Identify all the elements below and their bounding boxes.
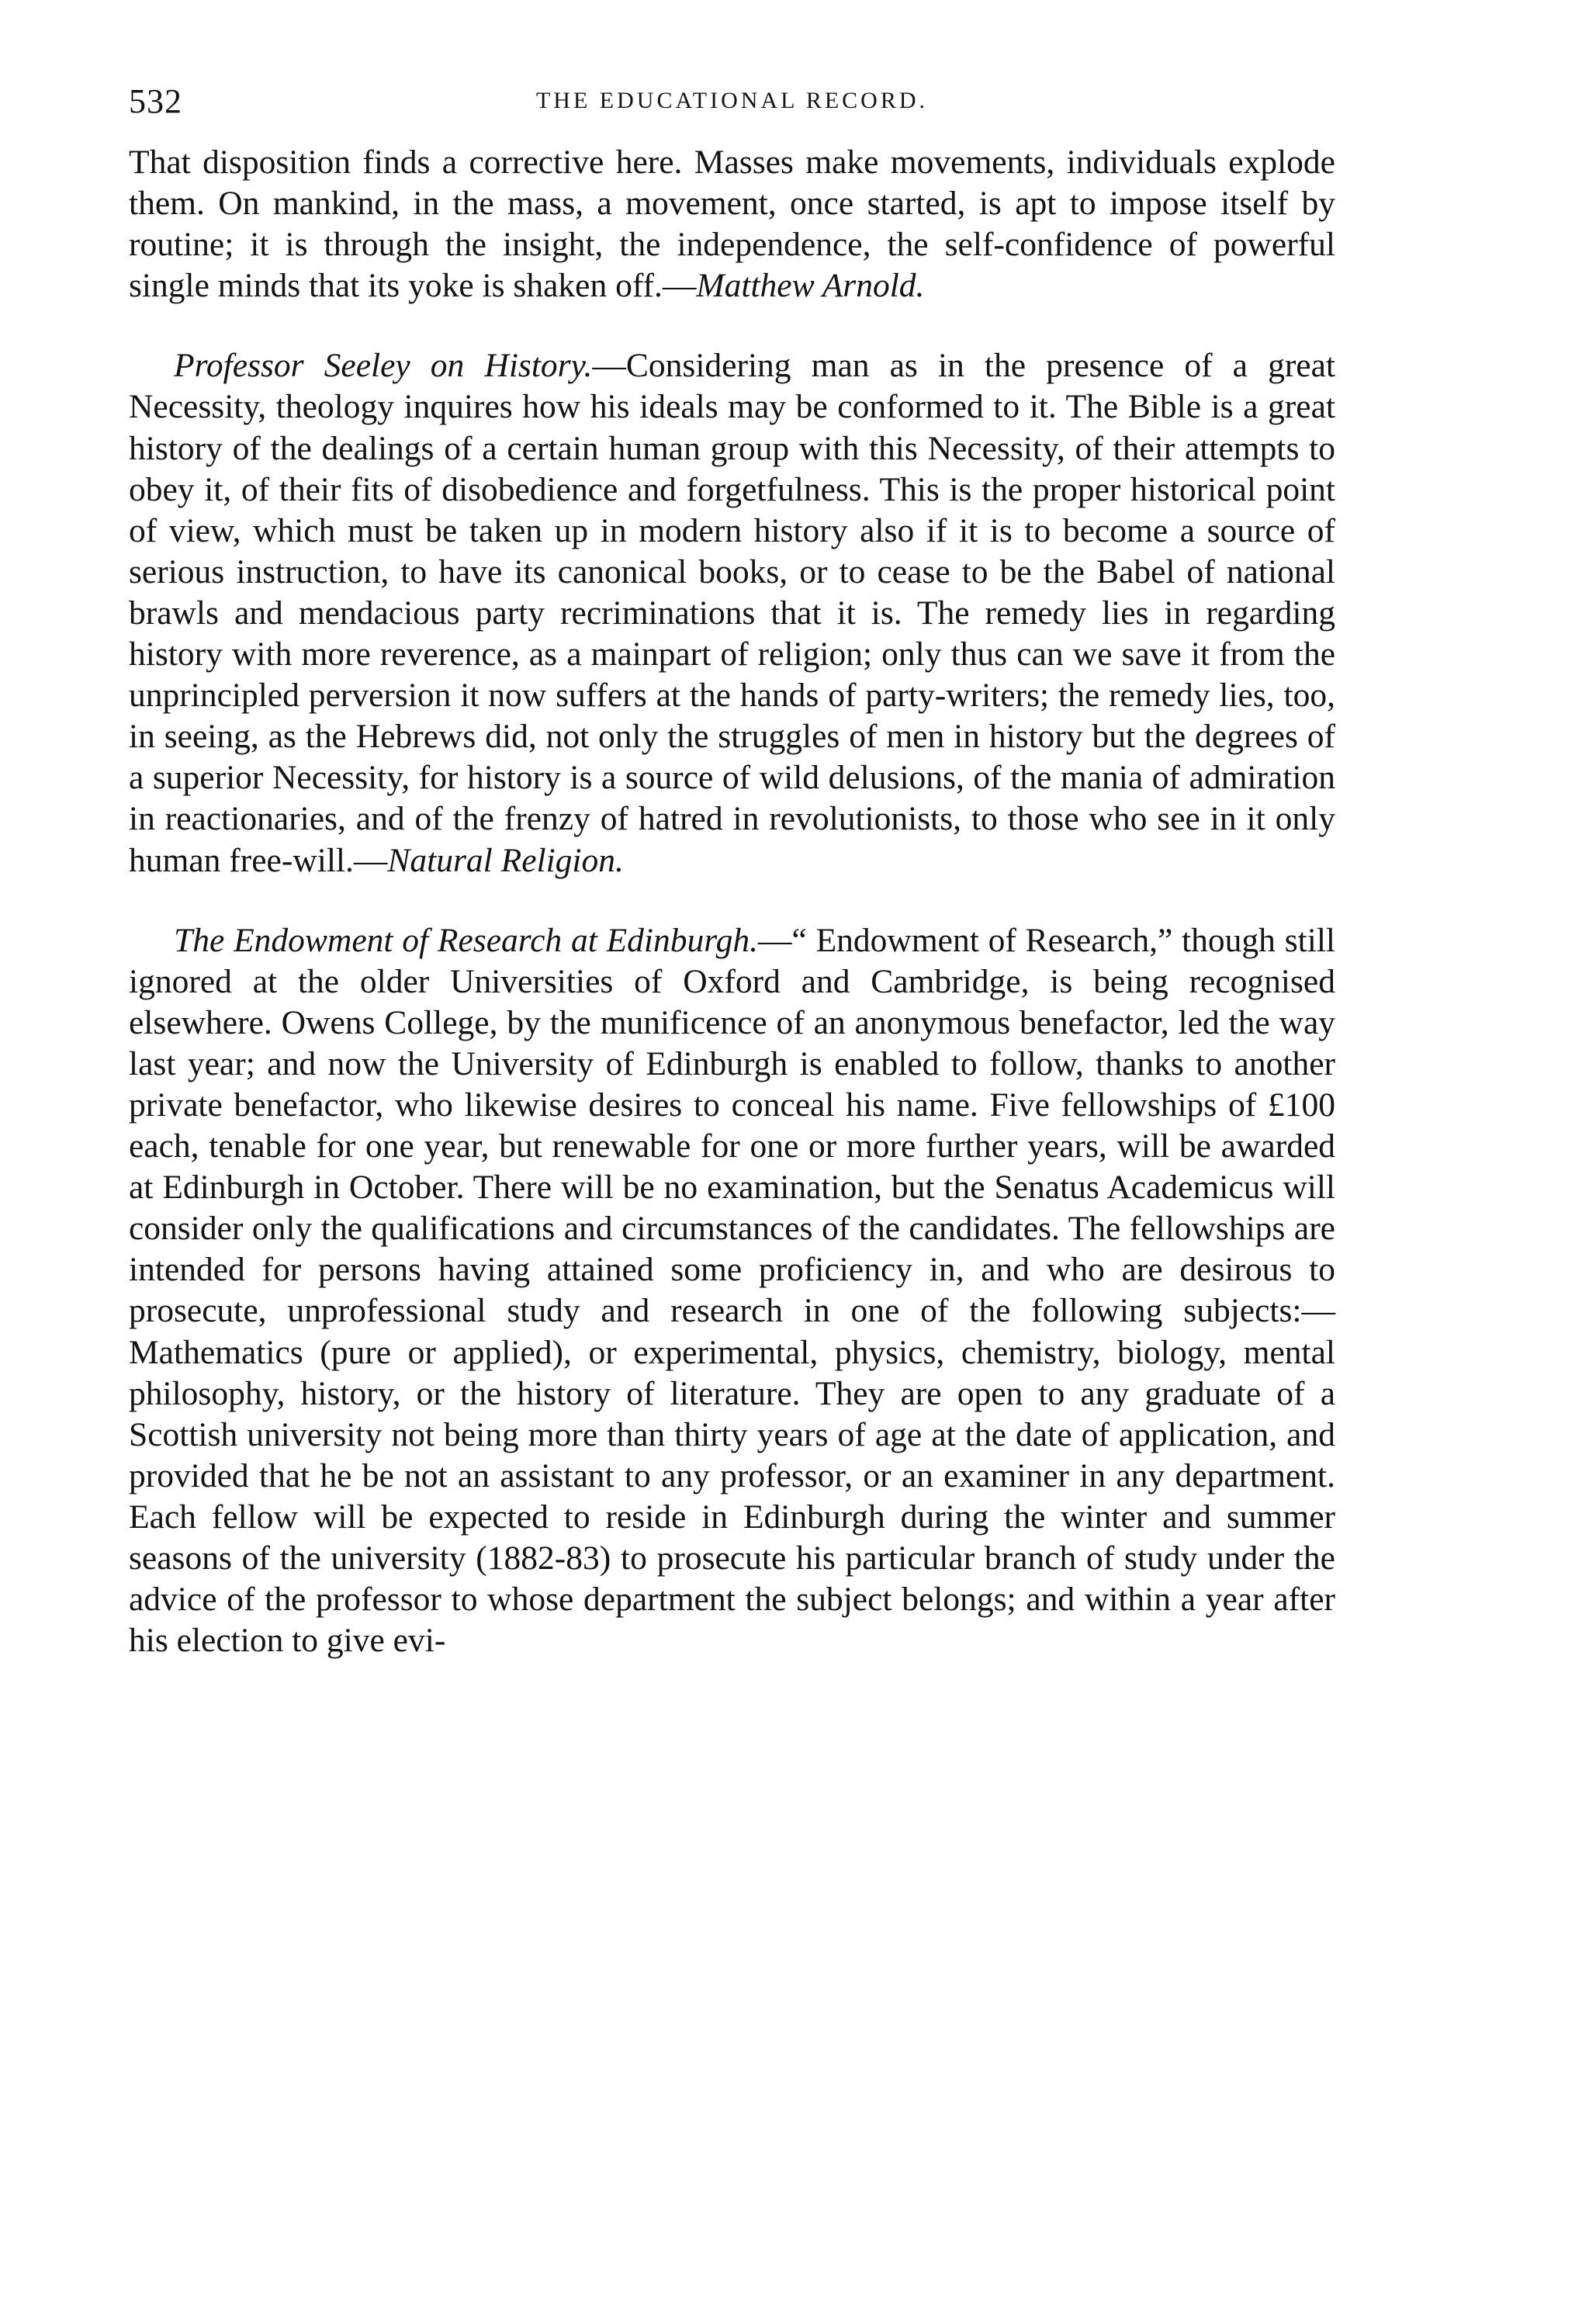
paragraph-source: Natural Religion.: [387, 841, 624, 879]
paragraph-seeley-history: [129, 345, 1335, 881]
paragraph-body: —“ Endowment of Research,” though still ignored at the older Universities of Oxford and Cambridge, is being recognised elsewhere. Owens College, by the munificence of an anonymous benefactor, led the way last year; and now the University of Edinburgh is enabled to follow, thanks to another private benefactor, who likewise desires to conceal his name. Five fellowships of £100 each, tenable for one year, but renewable for one or more further years, will be awarded at Edinburgh in October. There will be no examination, but the Senatus Academicus will consider only the qualifications and circumstances of the candidates. The fellowships are intended for persons having attained some proficiency in, and who are desirous to prosecute, unprofessional study and research in one of the following subjects:—Mathematics (pure or applied), or experimental, physics, chemistry, biology, mental philosophy, history, or the history of literature. They are open to any graduate of a Scottish university not being more than thirty years of age at the date of application, and provided that he be not an assistant to any professor, or an examiner in any department. Each fellow will be expected to reside in Edinburgh during the winter and summer seasons of the university (1882-83) to prosecute his particular branch of study under the advice of the professor to whose department the subject belongs; and within a year after his election to give evi-: [129, 921, 1335, 1660]
running-head: [129, 81, 1335, 136]
paragraph-arnold-quote: [129, 142, 1335, 307]
paragraph-endowment-research: [129, 920, 1335, 1662]
page: [129, 81, 1335, 1661]
journal-title: THE EDUCATIONAL RECORD.: [535, 88, 929, 113]
paragraph-heading: The Endowment of Research at Edinburgh.: [174, 921, 758, 959]
page-number: 532: [129, 82, 182, 120]
paragraph-body: That disposition finds a corrective here. Masses make movements, individuals explode them. On mankind, in the mass, a movement, once started, is apt to impose itself by routine; it is through the insight, the independence, the self-confidence of powerful single minds that its yoke is shaken off.—: [129, 144, 1335, 305]
paragraph-body: —Considering man as in the presence of a great Necessity, theology inquires how his ideals may be conformed to it. The Bible is a great history of the dealings of a certain human group with this Necessity, of their attempts to obey it, of their fits of disobedience and forgetfulness. This is the proper historical point of view, which must be taken up in modern history also if it is to become a source of serious instruction, to have its canonical books, or to cease to be the Babel of national brawls and mendacious party recriminations that it is. The remedy lies in regarding history with more reverence, as a mainpart of religion; only thus can we save it from the unprincipled perversion it now suffers at the hands of party-writers; the remedy lies, too, in seeing, as the Hebrews did, not only the struggles of men in history but the degrees of a superior Necessity, for history is a source of wild delusions, of the mania of admiration in reactionaries, and of the frenzy of hatred in revolutionists, to those who see in it only human free-will.—: [129, 347, 1336, 879]
paragraph-source: Matthew Arnold.: [696, 267, 925, 305]
paragraph-heading: Professor Seeley on History.: [174, 347, 593, 385]
